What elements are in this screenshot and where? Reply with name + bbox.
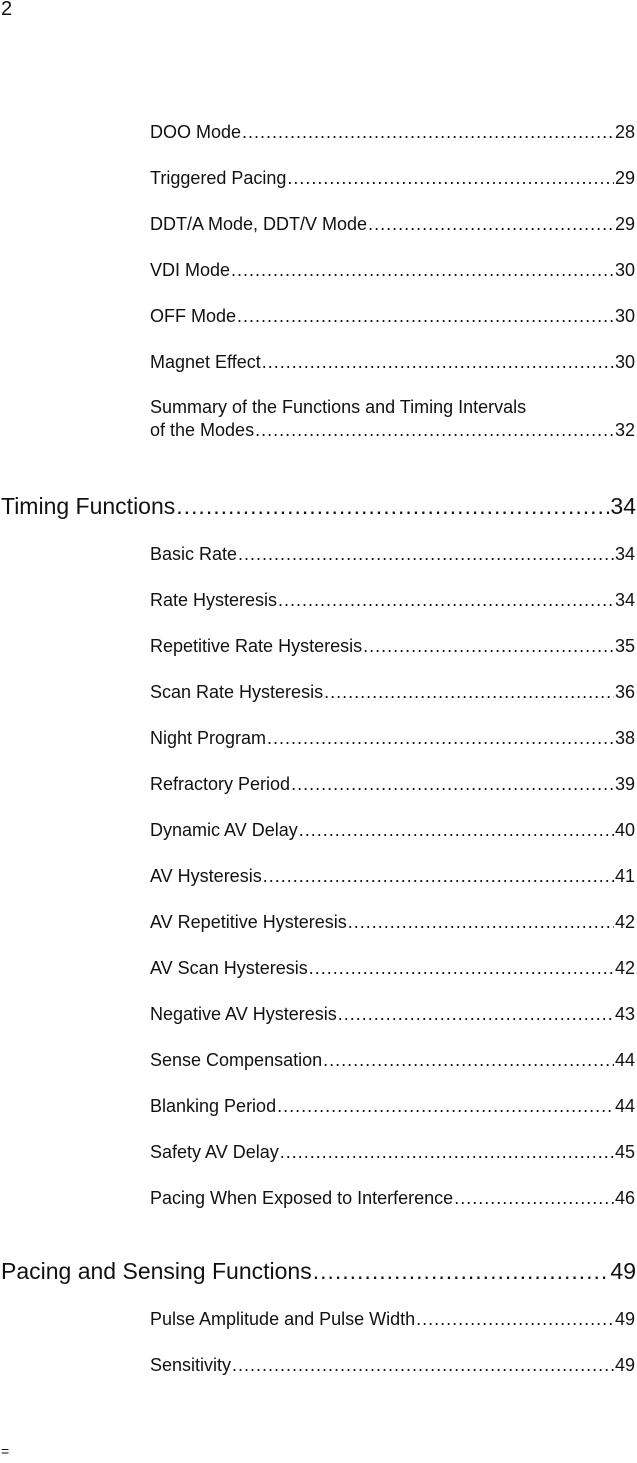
toc-entry-page: 29 — [614, 214, 635, 234]
toc-entry-page: 41 — [614, 866, 635, 886]
toc-entry-title: Pacing When Exposed to Interference — [150, 1188, 454, 1208]
toc-entry-title: Repetitive Rate Hysteresis — [150, 636, 363, 656]
toc-dot-leader — [231, 260, 614, 281]
toc-entry-magnet-effect[interactable] — [150, 352, 635, 373]
toc-entry-negative-av-hysteresis[interactable] — [150, 1004, 635, 1025]
toc-entry-title: Dynamic AV Delay — [150, 820, 298, 840]
toc-dot-leader — [368, 214, 614, 235]
toc-entry-page: 34 — [614, 544, 635, 564]
toc-entry-dynamic-av-delay[interactable] — [150, 820, 635, 841]
toc-entry-sense-compensation[interactable] — [150, 1050, 635, 1071]
toc-entry-night-program[interactable] — [150, 728, 635, 749]
toc-entry-page: 39 — [614, 774, 635, 794]
toc-entry-page: 44 — [614, 1096, 635, 1116]
toc-entry-title-line2: of the Modes — [150, 420, 255, 440]
toc-entry-title: AV Repetitive Hysteresis — [150, 912, 347, 932]
toc-dot-leader — [262, 352, 614, 373]
toc-entry-page: 46 — [614, 1188, 635, 1208]
toc-dot-leader — [242, 122, 614, 143]
toc-entry-title-line1: Summary of the Functions and Timing Intervals — [150, 397, 527, 417]
toc-dot-leader — [324, 682, 614, 703]
toc-entry-pacing-interference[interactable] — [150, 1188, 635, 1209]
toc-entry-safety-av-delay[interactable] — [150, 1142, 635, 1163]
toc-entry-title: OFF Mode — [150, 306, 237, 326]
toc-dot-leader — [287, 168, 614, 189]
toc-dot-leader — [238, 544, 614, 565]
toc-entry-title: Basic Rate — [150, 544, 238, 564]
toc-entry-off-mode[interactable] — [150, 306, 635, 327]
toc-dot-leader — [237, 306, 614, 327]
toc-entry-pulse-amplitude-width[interactable] — [150, 1309, 635, 1330]
toc-entry-title: DOO Mode — [150, 122, 242, 142]
toc-entry-page: 43 — [614, 1004, 635, 1024]
toc-entry-title: AV Hysteresis — [150, 866, 262, 886]
toc-entry-page: 30 — [614, 306, 635, 326]
toc-entry-title: Blanking Period — [150, 1096, 277, 1116]
toc-entry-page: 42 — [614, 912, 635, 932]
toc-dot-leader — [309, 958, 614, 979]
toc-section-title: Timing Functions — [1, 493, 176, 519]
toc-entry-title: Scan Rate Hysteresis — [150, 682, 324, 702]
toc-entry-triggered-pacing[interactable] — [150, 168, 635, 189]
toc-entry-page: 49 — [614, 1309, 635, 1329]
toc-entry-title: Sensitivity — [150, 1355, 232, 1375]
toc-dot-leader — [416, 1309, 614, 1330]
toc-entry-refractory-period[interactable] — [150, 774, 635, 795]
toc-entry-scan-rate-hysteresis[interactable] — [150, 682, 635, 703]
toc-entry-title: Rate Hysteresis — [150, 590, 278, 610]
toc-entry-title: Sense Compensation — [150, 1050, 323, 1070]
toc-dot-leader — [323, 1050, 614, 1071]
toc-entry-title: AV Scan Hysteresis — [150, 958, 308, 978]
toc-entry-page: 42 — [614, 958, 635, 978]
toc-dot-leader — [338, 1004, 614, 1025]
toc-dot-leader — [267, 728, 614, 749]
toc-entry-title: Triggered Pacing — [150, 168, 287, 188]
toc-dot-leader — [280, 1142, 614, 1163]
toc-entry-page: 35 — [614, 636, 635, 656]
toc-entry-summary[interactable] — [150, 397, 635, 441]
toc-entry-title: Night Program — [150, 728, 267, 748]
toc-dot-leader — [277, 1096, 614, 1117]
toc-entry-repetitive-rate-hysteresis[interactable] — [150, 636, 635, 657]
toc-dot-leader — [263, 866, 614, 887]
toc-dot-leader — [348, 912, 614, 933]
toc-dot-leader — [313, 1258, 610, 1285]
toc-entry-page: 30 — [614, 352, 635, 372]
toc-dot-leader — [176, 493, 609, 520]
toc-entry-page: 44 — [614, 1050, 635, 1070]
toc-entry-title: Safety AV Delay — [150, 1142, 279, 1162]
toc-section-page: 34 — [610, 493, 636, 519]
toc-entry-title: Refractory Period — [150, 774, 291, 794]
toc-entry-rate-hysteresis[interactable] — [150, 590, 635, 611]
toc-entry-page: 32 — [614, 420, 635, 440]
toc-section-page: 49 — [610, 1258, 636, 1284]
toc-entry-title: DDT/A Mode, DDT/V Mode — [150, 214, 368, 234]
toc-entry-summary-line2 — [150, 420, 635, 441]
toc-entry-ddt-modes[interactable] — [150, 214, 635, 235]
toc-entry-page: 40 — [614, 820, 635, 840]
toc-entry-page: 36 — [614, 682, 635, 702]
toc-dot-leader — [299, 820, 614, 841]
page-number: 2 — [1, 0, 13, 20]
toc-entry-basic-rate[interactable] — [150, 544, 635, 565]
toc-dot-leader — [255, 420, 614, 441]
toc-dot-leader — [278, 590, 614, 611]
toc-entry-av-scan-hysteresis[interactable] — [150, 958, 635, 979]
toc-entry-vdi-mode[interactable] — [150, 260, 635, 281]
toc-dot-leader — [363, 636, 614, 657]
toc-entry-page: 38 — [614, 728, 635, 748]
toc-entry-av-hysteresis[interactable] — [150, 866, 635, 887]
toc-entry-blanking-period[interactable] — [150, 1096, 635, 1117]
toc-dot-leader — [232, 1355, 614, 1376]
toc-entry-title: Pulse Amplitude and Pulse Width — [150, 1309, 416, 1329]
toc-entry-page: 30 — [614, 260, 635, 280]
toc-dot-leader — [454, 1188, 614, 1209]
toc-entry-title: Negative AV Hysteresis — [150, 1004, 337, 1024]
toc-entry-av-repetitive-hysteresis[interactable] — [150, 912, 635, 933]
toc-section-title: Pacing and Sensing Functions — [1, 1258, 312, 1284]
toc-entry-doo-mode[interactable] — [150, 122, 635, 143]
toc-entry-page: 49 — [614, 1355, 635, 1375]
toc-entry-page: 28 — [614, 122, 635, 142]
toc-entry-page: 45 — [614, 1142, 635, 1162]
toc-section-pacing-sensing[interactable] — [1, 1258, 636, 1285]
toc-entry-page: 29 — [614, 168, 635, 188]
toc-section-timing-functions[interactable] — [1, 493, 636, 520]
toc-entry-title: VDI Mode — [150, 260, 231, 280]
toc-dot-leader — [291, 774, 614, 795]
footer-mark: = — [1, 1443, 10, 1459]
toc-entry-title: Magnet Effect — [150, 352, 261, 372]
toc-entry-sensitivity[interactable] — [150, 1355, 635, 1376]
toc-entry-page: 34 — [614, 590, 635, 610]
